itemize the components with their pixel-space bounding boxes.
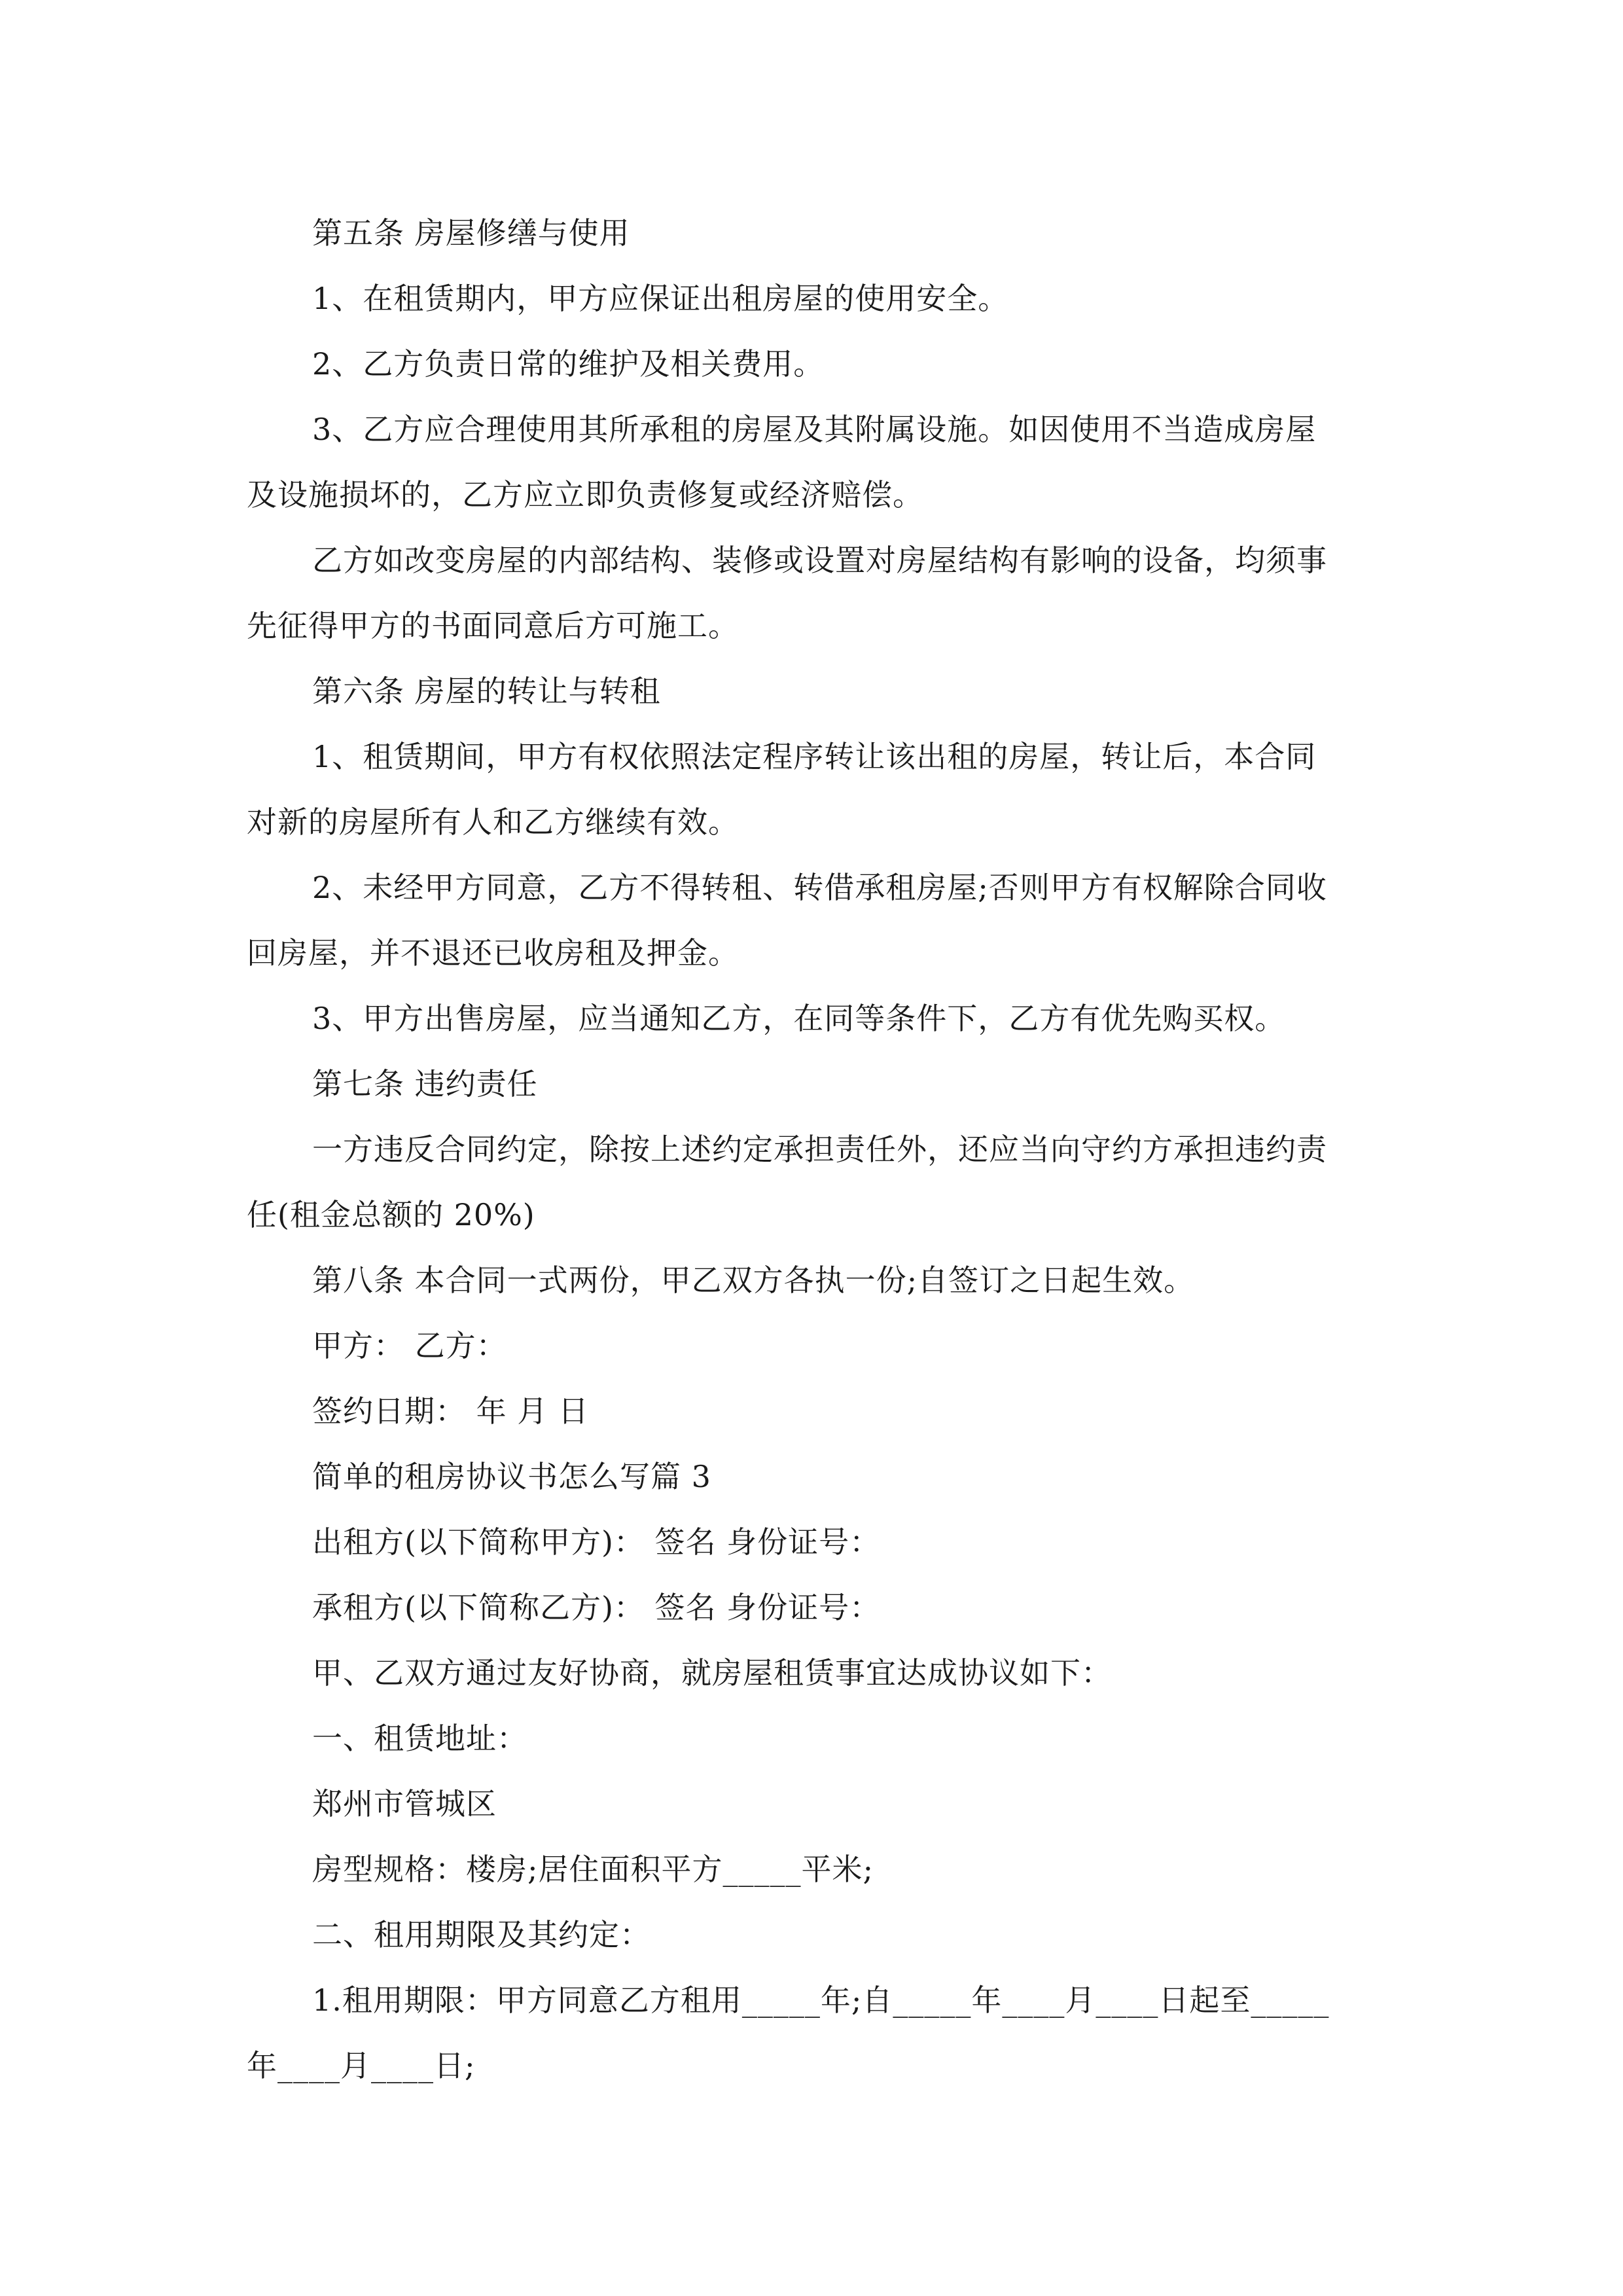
lessor-info: 出租方(以下简称甲方)： 签名 身份证号： — [312, 1524, 881, 1560]
article-5-clause-2: 2、乙方负责日常的维护及相关费用。 — [312, 346, 825, 382]
agreement-intro: 甲、乙双方通过友好协商，就房屋租赁事宜达成协议如下： — [312, 1655, 1112, 1691]
document-page — [247, 200, 1378, 2098]
article-7-body-line-1: 一方违反合同约定，除按上述约定承担责任外，还应当向守约方承担违约责 — [312, 1132, 1327, 1167]
article-8: 第八条 本合同一式两份，甲乙双方各执一份;自签订之日起生效。 — [312, 1263, 1195, 1298]
article-5-clause-3-line-2: 及设施损坏的，乙方应立即负责修复或经济赔偿。 — [247, 477, 923, 512]
lease-term-line-2: 年____月____日; — [247, 2048, 476, 2083]
article-7-heading: 第七条 违约责任 — [312, 1066, 538, 1102]
article-5-note-line-1: 乙方如改变房屋的内部结构、装修或设置对房屋结构有影响的设备，均须事 — [312, 543, 1327, 578]
lease-address-heading: 一、租赁地址： — [312, 1721, 527, 1756]
article-6-clause-1-line-2: 对新的房屋所有人和乙方继续有效。 — [247, 804, 739, 840]
article-5-note-line-2: 先征得甲方的书面同意后方可施工。 — [247, 608, 739, 643]
lessee-info: 承租方(以下简称乙方)： 签名 身份证号： — [312, 1590, 881, 1625]
article-5-clause-3-line-1: 3、乙方应合理使用其所承租的房屋及其附属设施。如因使用不当造成房屋 — [312, 412, 1317, 447]
article-6-clause-2-line-1: 2、未经甲方同意，乙方不得转租、转借承租房屋;否则甲方有权解除合同收 — [312, 870, 1327, 905]
article-6-clause-2-line-2: 回房屋，并不退还已收房租及押金。 — [247, 935, 739, 971]
section-title-3: 简单的租房协议书怎么写篇 3 — [312, 1459, 711, 1494]
party-signatures: 甲方： 乙方： — [312, 1328, 507, 1363]
article-6-clause-1-line-1: 1、租赁期间，甲方有权依照法定程序转让该出租的房屋，转让后，本合同 — [312, 739, 1317, 774]
article-5-clause-1: 1、在租赁期内，甲方应保证出租房屋的使用安全。 — [312, 281, 1009, 316]
property-spec: 房型规格：楼房;居住面积平方_____平米; — [312, 1852, 874, 1887]
article-7-body-line-2: 任(租金总额的 20%) — [247, 1197, 535, 1232]
article-5-heading: 第五条 房屋修缮与使用 — [312, 215, 630, 251]
lease-term-line-1: 1.租用期限：甲方同意乙方租用_____年;自_____年____月____日起至_____ — [312, 1982, 1330, 2018]
article-6-heading: 第六条 房屋的转让与转租 — [312, 673, 661, 709]
lease-address: 郑州市管城区 — [312, 1786, 497, 1821]
lease-term-heading: 二、租用期限及其约定： — [312, 1917, 651, 1952]
signing-date: 签约日期： 年 月 日 — [312, 1393, 589, 1429]
article-6-clause-3: 3、甲方出售房屋，应当通知乙方，在同等条件下，乙方有优先购买权。 — [312, 1001, 1286, 1036]
